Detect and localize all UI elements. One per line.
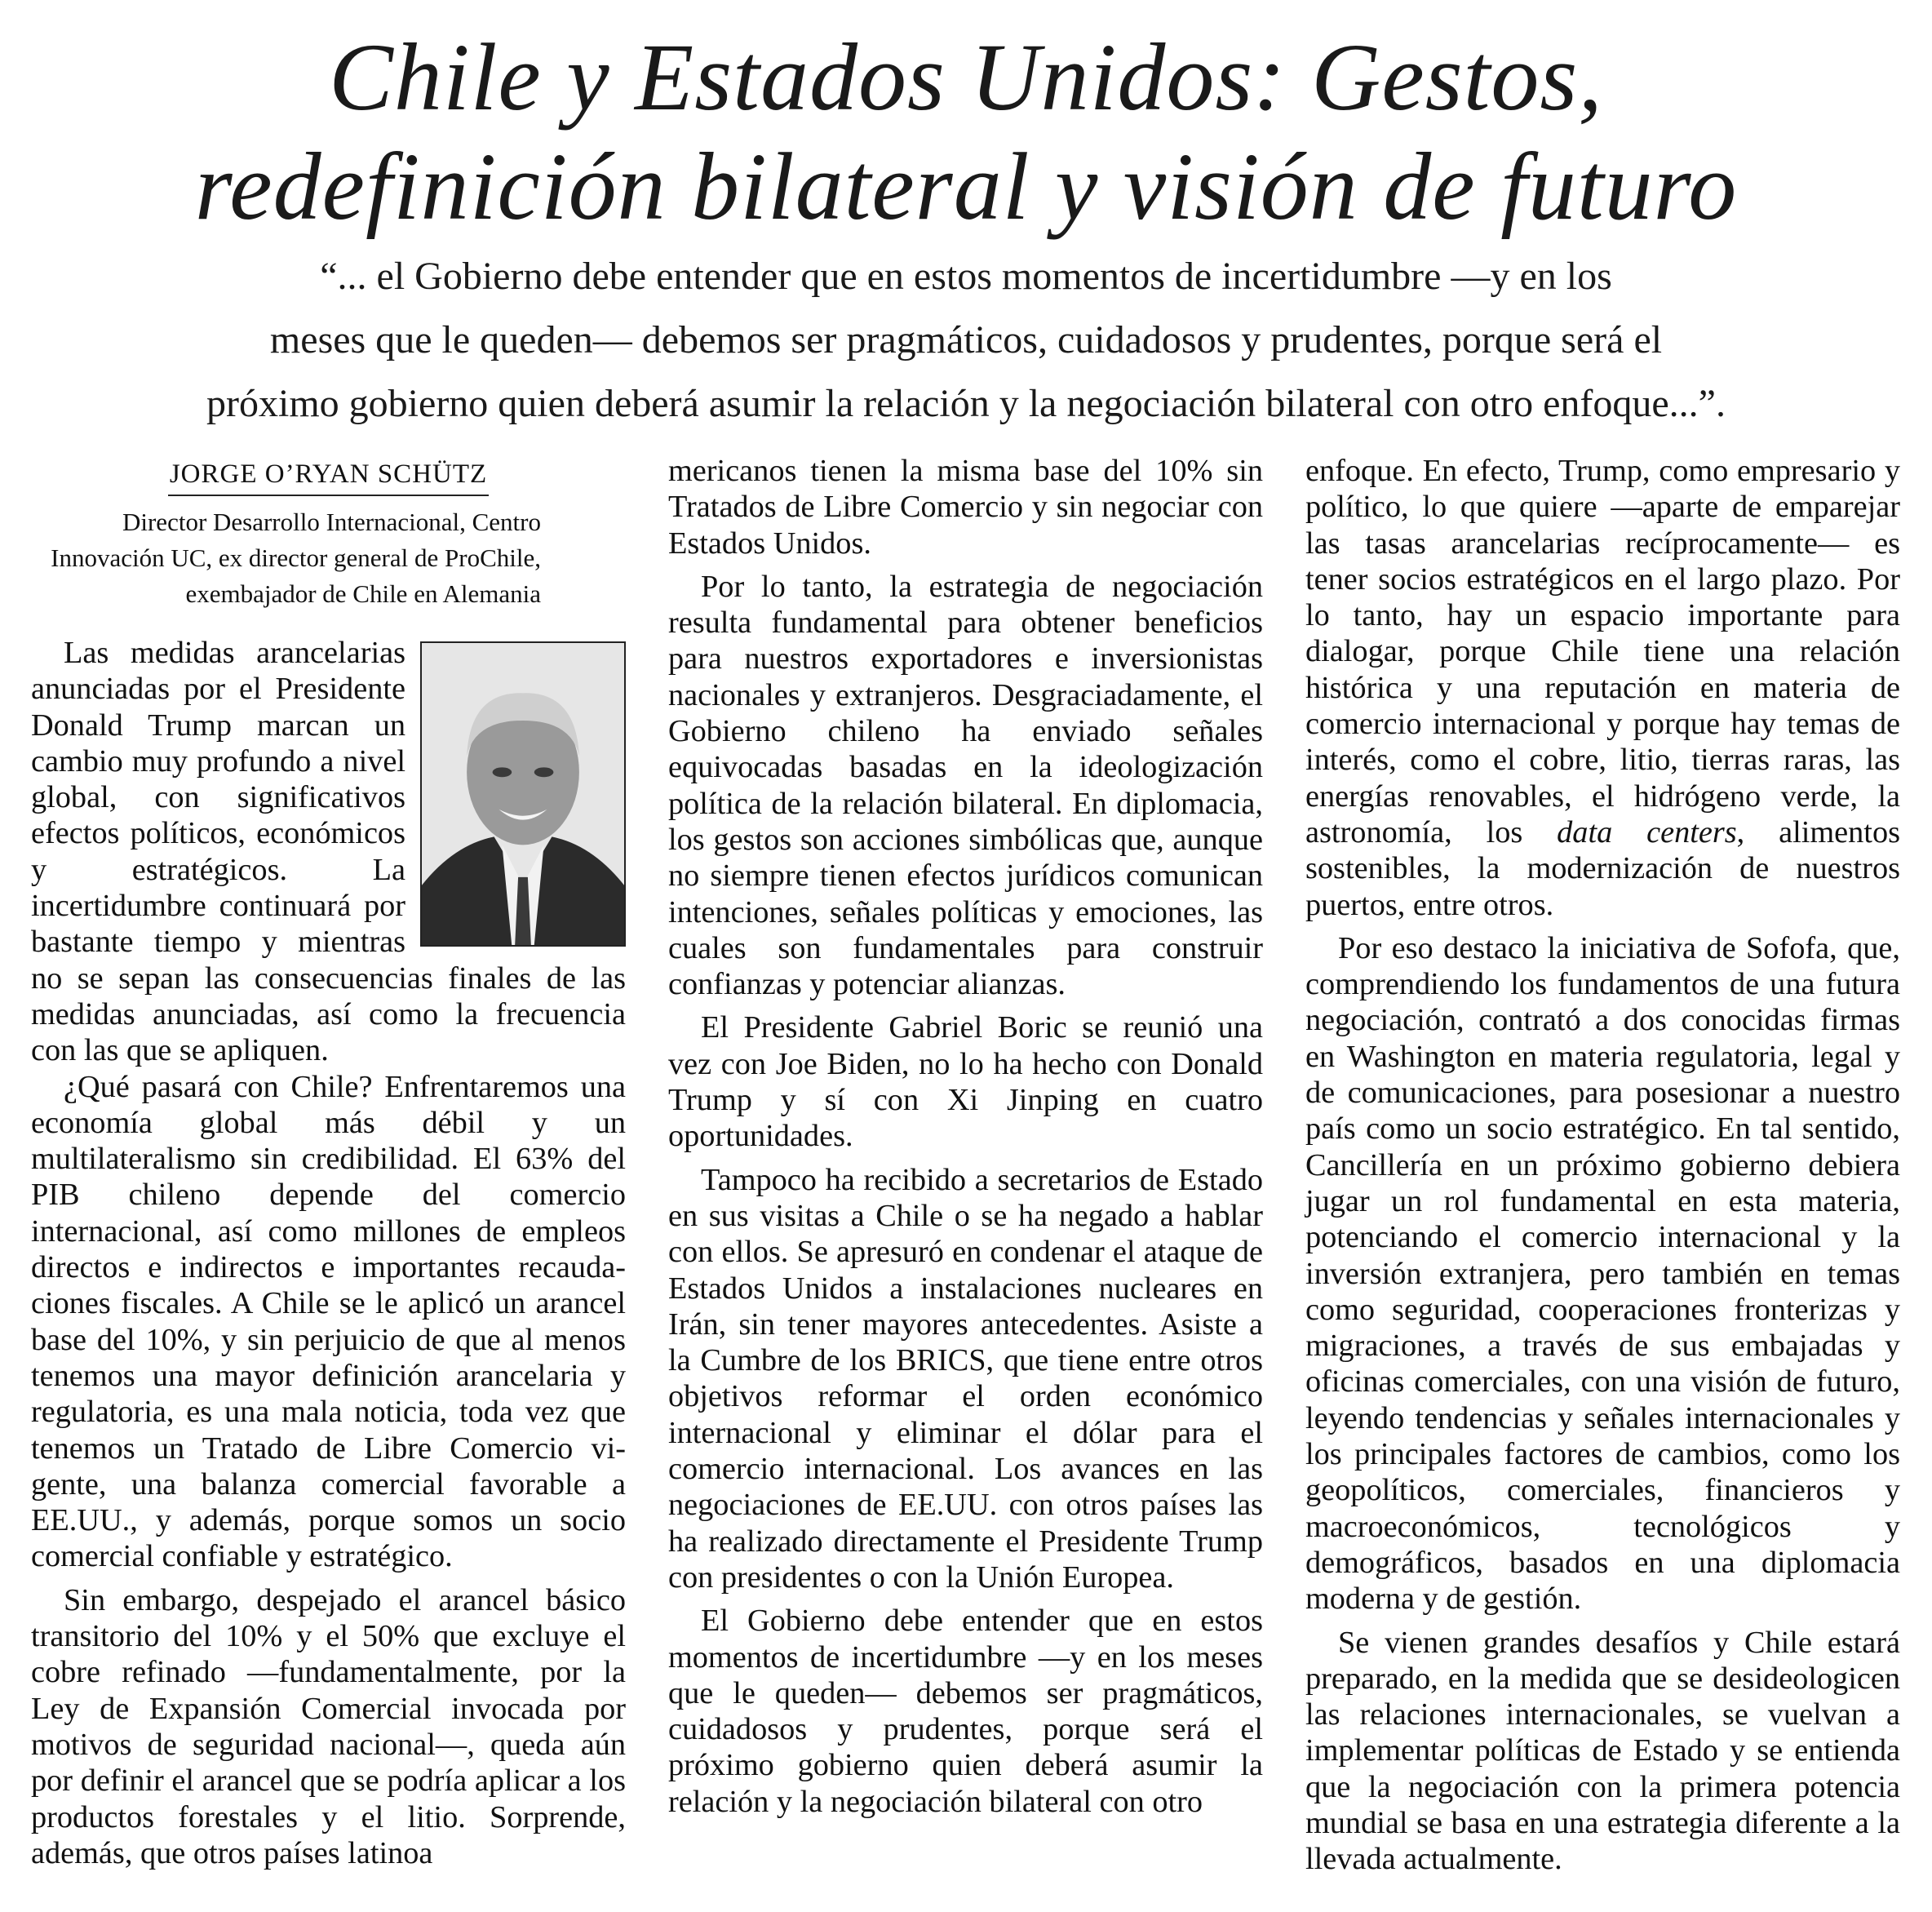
pull-quote-line: “... el Gobierno debe entender que en estos momentos de incertidumbre —y en los bbox=[320, 255, 1612, 298]
paragraph: Sin embargo, despejado el arancel básico transitorio del 10% y el 50% que excluye el cobre refinado —fundamentalmente, por la Ley de Expansión Comercial invocada por motivos de seguridad nacional—, queda aún por definir el arancel que se podría aplicar a los productos forestales y el litio. Sorprende, además, que otros países latinoa bbox=[31, 1582, 626, 1870]
paragraph: enfoque. En efecto, Trump, como empresario y político, lo que quiere —aparte de emparejar las tasas arancelarias recíprocamente— es tener socios estratégicos en el largo plazo. Por lo tanto, hay un espacio importante para dialogar, porque Chile tiene una relación histórica y una reputación en materia de comercio internacional y porque hay temas de interés, como el cobre, litio, tierras raras, las energías renovables, el hidrógeno verde, la astronomía, los data centers, alimentos sostenibles, la modernización de nuestros puertos, entre otros. bbox=[1305, 454, 1900, 922]
credentials-line: exembajador de Chile en Alemania bbox=[185, 579, 541, 608]
paragraph: Tampoco ha recibido a secretarios de Estado en sus visitas a Chile o se ha negado a hablar con ellos. Se apresuró en condenar el ataque de Estados Unidos a instalaciones nucleares en Irán, sin tener mayores antecedentes. Asiste a la Cumbre de los BRICS, que tiene entre otros objetivos reformar el orden económico internacional y eliminar el dólar para el comercio internacional. Los avances en las negociaciones de EE.UU. con otros países las ha realizado directamente el Presidente Trump con presidentes o con la Unión Europea. bbox=[668, 1162, 1263, 1595]
article-body bbox=[31, 453, 1901, 1878]
paragraph: Por eso destaco la iniciativa de Sofofa, que, comprendiendo los fundamentos de una futura negociación, contrató a dos conocidas firmas en Washington en materia regulatoria, legal y de comunicaciones, para posesionar a nuestro país como un socio estratégico. En tal sentido, Cancillería en un próximo gobierno debiera jugar un rol fundamental en esta materia, potenciando el comercio internacional y la inversión extranjera, pero también en temas como seguridad, cooperaciones fronterizas y migraciones, a través de sus embajadas y oficinas comerciales, con una visión de futuro, leyendo tendencias y señales internacionales y los principales factores de cambios, como los geopolíticos, comerciales, financieros y macroeconómicos, tecnológicos y demográficos, basados en una diplomacia moderna y de gestión. bbox=[1305, 930, 1900, 1617]
author-name: JORGE O’RYAN SCHÜTZ bbox=[168, 456, 489, 496]
italic-term: data centers bbox=[1557, 814, 1737, 850]
author-credentials bbox=[31, 504, 626, 612]
paragraph: Se vienen grandes desafíos y Chile estará preparado, en la medida que se desideologicen las relaciones internacionales, se vuelvan a implementar políticas de Estado y se entienda que la negociación con la primera potencia mundial se basa en una estrategia diferente a la llevada actualmente. bbox=[1305, 1625, 1900, 1877]
column-2 bbox=[668, 453, 1263, 1878]
author-byline bbox=[31, 456, 626, 496]
article-title bbox=[33, 23, 1899, 242]
paragraph: El Presidente Gabriel Boric se reunió una vez con Joe Biden, no lo ha hecho con Donald Trump y sí con Xi Jinping en cuatro oportunidades. bbox=[668, 1010, 1263, 1154]
paragraph: ¿Qué pasará con Chile? Enfrentaremos una economía global más débil y un multilateralismo sin credibilidad. El 63% del PIB chileno depende del comercio internacional, así como millones de empleos directos e indirectos e importantes recaudaciones fiscales. A Chile se le aplicó un arancel base del 10%, y sin perjuicio de que al menos tenemos una mayor definición arancelaria y regulatoria, es una mala noticia, toda vez que tenemos un Tratado de Libre Comercio vigente, una balanza comercial favorable a EE.UU., y además, porque somos un socio comercial confiable y estratégico. bbox=[31, 1069, 626, 1574]
credentials-line: Innovación UC, ex director general de ProChile, bbox=[51, 543, 541, 572]
author-portrait bbox=[420, 641, 626, 947]
column-1 bbox=[31, 453, 626, 1878]
article-title-line: Chile y Estados Unidos: Gestos, bbox=[329, 24, 1603, 131]
pull-quote bbox=[49, 245, 1883, 436]
credentials-line: Director Desarrollo Internacional, Centro bbox=[122, 508, 541, 536]
paragraph: mericanos tienen la misma base del 10% sin Tratados de Libre Comercio y sin negociar con Estados Unidos. bbox=[668, 454, 1263, 561]
pull-quote-line: próximo gobierno quien deberá asumir la relación y la negociación bilateral con otro enfoque...”. bbox=[206, 382, 1726, 425]
article-title-line: redefinición bilateral y visión de futuro bbox=[194, 133, 1738, 240]
pull-quote-line: meses que le queden— debemos ser pragmáticos, cuidadosos y prudentes, porque será el bbox=[269, 318, 1663, 362]
paragraph: Por lo tanto, la estrategia de negociación resulta fundamental para obtener beneficios para nuestros exportadores e inversionistas nacionales y extranjeros. Desgraciadamente, el Gobierno chileno ha enviado señales equivocadas basadas en la ideologización política de la relación bilateral. En diplomacia, los gestos son acciones simbólicas que, aunque no siempre tienen efectos jurídicos comunican intenciones, señales políticas y emociones, las cuales son fundamentales para construir confianzas y potenciar alianzas. bbox=[668, 569, 1263, 1002]
paragraph: El Gobierno debe entender que en estos momentos de incertidumbre —y en los meses que le queden— debemos ser pragmáticos, cuidadosos y prudentes, porque será el próximo gobierno quien deberá asumir la relación y la negociación bilateral con otro bbox=[668, 1604, 1263, 1819]
paragraph: Las medidas arancelarias anunciadas por el Presidente Donald Trump marcan un cambio muy profundo a nivel global, con significativos efectos políticos, económicos y estratégicos. La incertidumbre continuará por bastante tiempo y mientras no se sepan las consecuencias finales de las medidas anunciadas, así como la frecuencia con las que se apliquen. bbox=[31, 636, 626, 1068]
column-3 bbox=[1305, 453, 1900, 1878]
